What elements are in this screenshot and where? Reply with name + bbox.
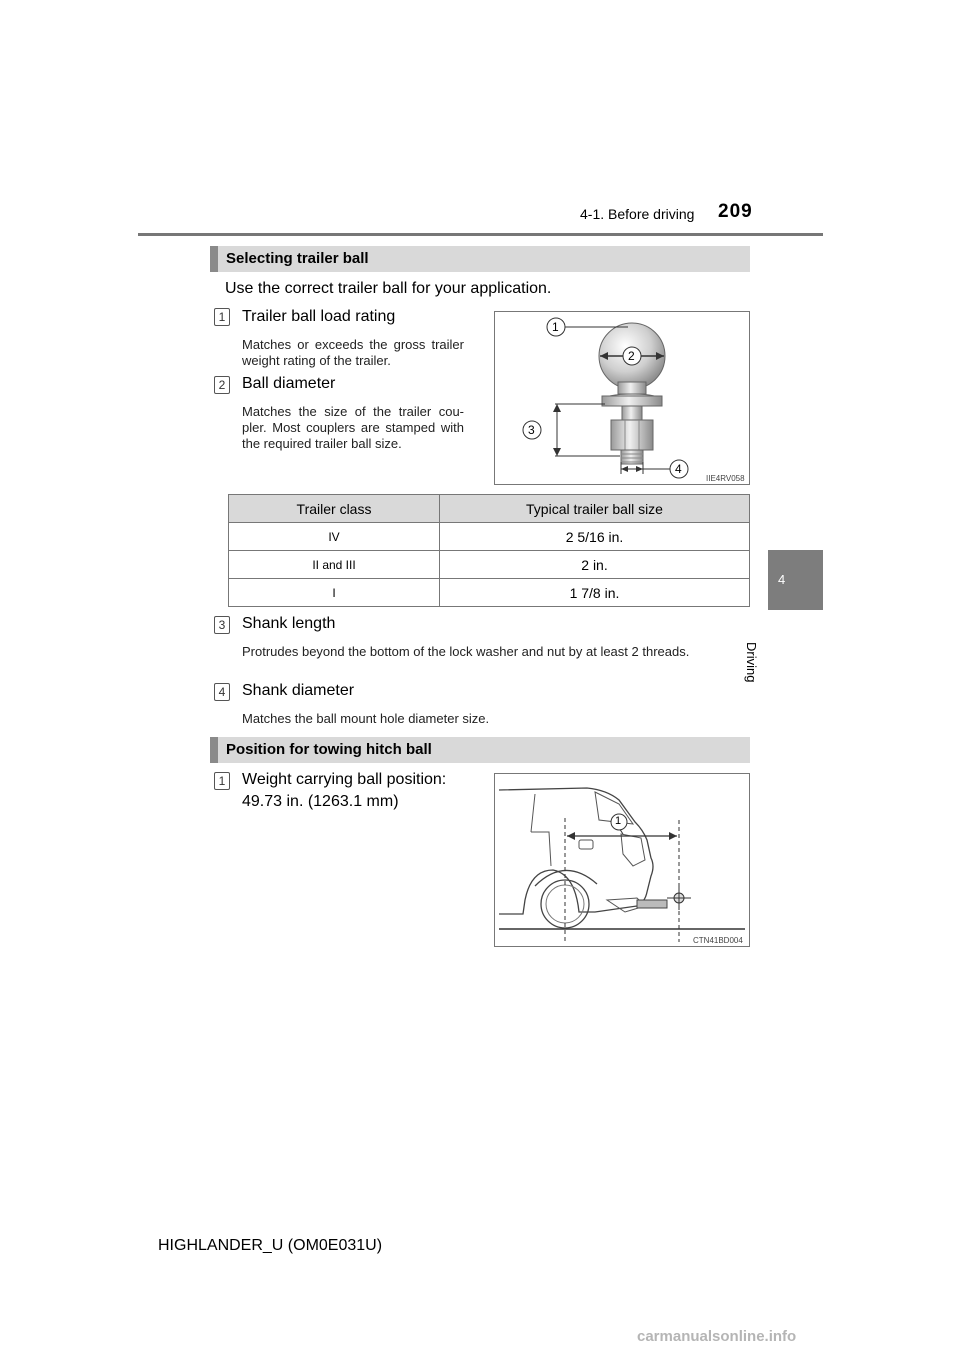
section-heading: 4-1. Before driving — [580, 206, 695, 222]
table-cell: I — [229, 579, 440, 607]
footer-model-code: HIGHLANDER_U (OM0E031U) — [158, 1237, 383, 1254]
item-description: Matches the size of the trailer cou-pler. Most couplers are stamped with the required trailer ball size. — [242, 404, 464, 451]
table-cell: 1 7/8 in. — [440, 579, 750, 607]
item-description: Protrudes beyond the bottom of the lock washer and nut by at least 2 threads. — [242, 644, 690, 659]
callout-1: 1 — [552, 320, 559, 334]
item-title: Ball diameter — [242, 375, 336, 392]
item-title-line2: 49.73 in. (1263.1 mm) — [242, 793, 399, 810]
chapter-tab — [768, 550, 823, 610]
item-description: Matches or exceeds the gross trailer weight rating of the trailer. — [242, 337, 464, 368]
section-bar-position-towing-hitch-ball — [210, 737, 750, 763]
item-title: Trailer ball load rating — [242, 308, 396, 325]
watermark: carmanualsonline.info — [637, 1328, 797, 1345]
intro-text: Use the correct trailer ball for your application. — [225, 280, 552, 297]
trailer-ball-figure — [494, 311, 750, 485]
vehicle-rear-illustration — [495, 774, 749, 946]
callout-2: 2 — [628, 349, 635, 363]
figure-code: CTN41BD004 — [693, 936, 743, 945]
trailer-ball-size-table — [228, 494, 750, 607]
item-title-line1: Weight carrying ball position: — [242, 771, 447, 788]
section-title: Position for towing hitch ball — [226, 741, 432, 758]
table-cell: IV — [229, 523, 440, 551]
page-number: 209 — [718, 201, 753, 222]
table-row — [229, 579, 750, 607]
table-cell: 2 in. — [440, 551, 750, 579]
item-title: Shank diameter — [242, 682, 355, 699]
table-header: Typical trailer ball size — [440, 495, 750, 523]
table-cell: II and III — [229, 551, 440, 579]
figure-code: IIE4RV058 — [706, 474, 745, 483]
callout-3: 3 — [528, 423, 535, 437]
item-description: Matches the ball mount hole diameter size. — [242, 711, 490, 726]
callout-1: 1 — [615, 815, 622, 827]
section-title: Selecting trailer ball — [226, 250, 369, 267]
table-header-row — [229, 495, 750, 523]
item-number-1: 1 — [214, 772, 230, 790]
item-number-1: 1 — [214, 308, 230, 326]
item-number-2: 2 — [214, 376, 230, 394]
table-row — [229, 551, 750, 579]
section-bar-selecting-trailer-ball — [210, 246, 750, 272]
chapter-label: Driving — [744, 642, 759, 683]
header-rule — [138, 233, 823, 236]
hitch-position-figure — [494, 773, 750, 947]
table-row — [229, 523, 750, 551]
callout-4: 4 — [675, 462, 682, 476]
item-title: Shank length — [242, 615, 336, 632]
chapter-number: 4 — [778, 572, 786, 587]
trailer-ball-illustration — [495, 312, 749, 484]
table-header: Trailer class — [229, 495, 440, 523]
table-cell: 2 5/16 in. — [440, 523, 750, 551]
item-number-3: 3 — [214, 616, 230, 634]
item-number-4: 4 — [214, 683, 230, 701]
